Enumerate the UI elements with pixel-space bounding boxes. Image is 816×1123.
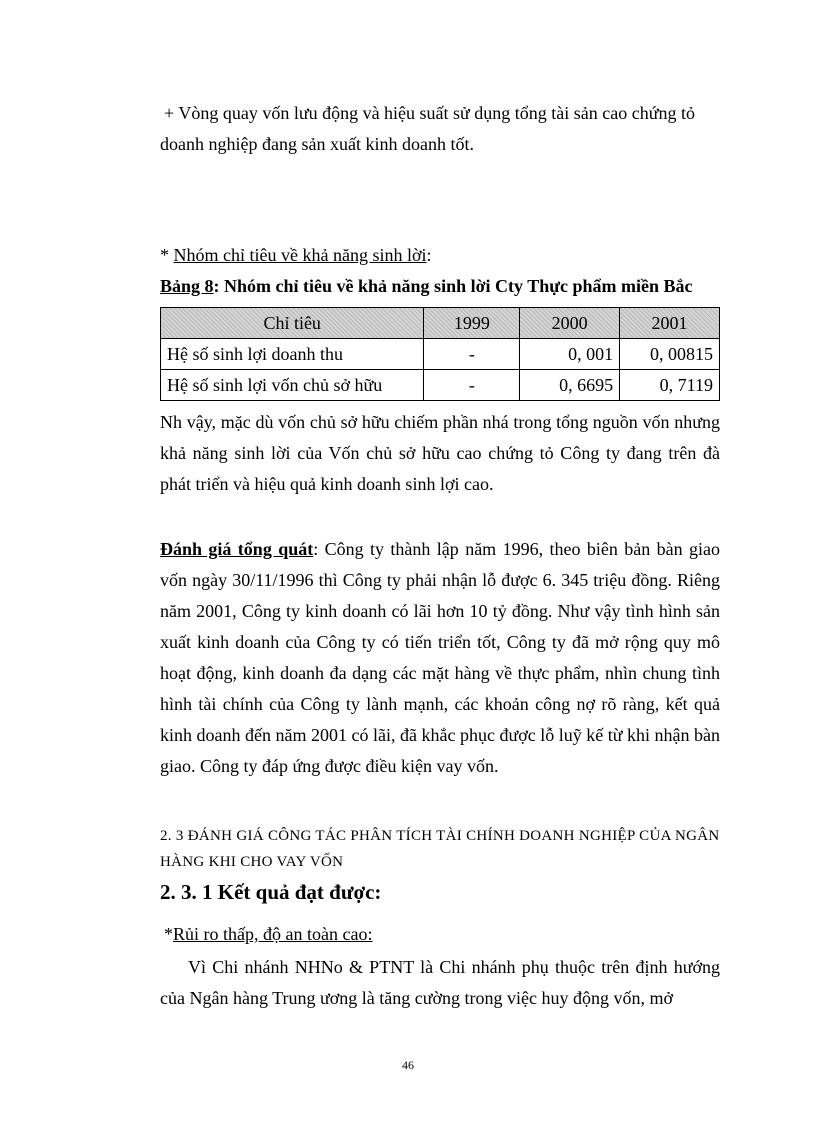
paragraph-branch: Vì Chi nhánh NHNo & PTNT là Chi nhánh phụ thuộc trên định hướng của Ngân hàng Trung ương là tăng cường trong việc huy động vốn, mở	[160, 957, 720, 1008]
table-header-cell: 2001	[620, 308, 720, 339]
paragraph-overall-assessment	[160, 534, 720, 782]
subsection-heading-2-3-1: 2. 3. 1 Kết quả đạt được:	[160, 880, 382, 904]
intro-line-1: + Vòng quay vốn lưu động và hiệu suất sử dụng tổng tài sản cao chứng tỏ	[164, 103, 696, 123]
table-caption	[160, 276, 693, 297]
section-star: *	[160, 245, 174, 265]
table-cell: 0, 6695	[520, 370, 620, 401]
profitability-table	[160, 307, 720, 401]
risk-heading	[160, 919, 720, 950]
section-heading-2-3: 2. 3 ĐÁNH GIÁ CÔNG TÁC PHÂN TÍCH TÀI CHÍNH DOANH NGHIỆP CỦA NGÂN HÀNG KHI CHO VAY VỐN	[160, 828, 720, 870]
table-header-row	[161, 308, 720, 339]
table-row	[161, 339, 720, 370]
table-cell: Hệ số sinh lợi doanh thu	[161, 339, 424, 370]
assessment-text: : Công ty thành lập năm 1996, theo biên bản bàn giao vốn ngày 30/11/1996 thì Công ty phải nhận lỗ được 6. 345 triệu đồng. Riêng năm 2001, Công ty kinh doanh có lãi hơn 10 tỷ đồng. Như vậy tình hình sản xuất kinh doanh của Công ty có tiến triển tốt, Công ty đã mở rộng quy mô hoạt động, kinh doanh đa dạng các mặt hàng về thực phẩm, nhìn chung tình hình tài chính của Công ty lành mạnh, các khoản công nợ rõ ràng, kết quả kinh doanh đến năm 2001 có lãi, đã khắc phục được lỗ luỹ kế từ khi nhận bàn giao. Công ty đáp ứng được điều kiện vay vốn.	[160, 539, 720, 776]
table-header-cell: 1999	[424, 308, 520, 339]
paragraph-profitability-conclusion: Nh vậy, mặc dù vốn chủ sở hữu chiếm phần nhá trong tổng nguồn vốn nhưng khả năng sinh lời của Vốn chủ sở hữu cao chứng tỏ Công ty đang trên đà phát triển và hiệu quả kinh doanh sinh lợi cao.	[160, 412, 720, 494]
page-number: 46	[402, 1058, 414, 1072]
section-label: Nhóm chỉ tiêu về khả năng sinh lời	[173, 245, 427, 265]
risk-label: Rủi ro thấp, độ an toàn cao:	[173, 924, 373, 944]
table-caption-text: : Nhóm chỉ tiêu về khả năng sinh lời Cty Thực phẩm miền Bắc	[213, 276, 693, 296]
table-cell: -	[424, 339, 520, 370]
section-colon: :	[426, 245, 432, 265]
table-cell: Hệ số sinh lợi vốn chủ sở hữu	[161, 370, 424, 401]
assessment-label: Đánh giá tổng quát	[160, 539, 314, 559]
table-cell: 0, 7119	[620, 370, 720, 401]
risk-star: *	[164, 924, 173, 944]
table-header-cell: 2000	[520, 308, 620, 339]
table-row	[161, 370, 720, 401]
table-cell: -	[424, 370, 520, 401]
table-caption-label: Bảng 8	[160, 276, 214, 296]
intro-paragraph	[160, 98, 720, 160]
table-cell: 0, 00815	[620, 339, 720, 370]
table-cell: 0, 001	[520, 339, 620, 370]
table-header-cell: Chỉ tiêu	[161, 308, 424, 339]
section-heading-profitability	[160, 240, 720, 271]
intro-line-2: doanh nghiệp đang sản xuất kinh doanh tốt.	[160, 134, 474, 154]
